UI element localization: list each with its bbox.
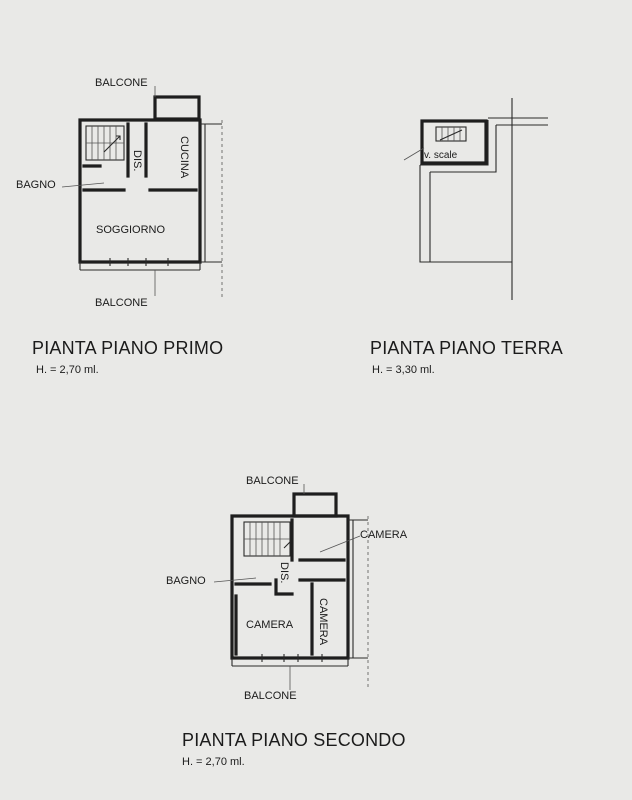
title-piano-primo: PIANTA PIANO PRIMO xyxy=(32,338,224,358)
label-balcone-top: BALCONE xyxy=(95,77,148,89)
label-soggiorno: SOGGIORNO xyxy=(96,224,166,236)
label-secondo-dis: DIS. xyxy=(278,562,290,584)
leader-camera-top xyxy=(320,536,360,552)
secondo-staircase xyxy=(244,522,290,556)
height-piano-secondo: H. = 2,70 ml. xyxy=(182,756,245,768)
height-piano-terra: H. = 3,30 ml. xyxy=(372,364,435,376)
leader-bagno xyxy=(62,183,104,187)
label-camera-top: CAMERA xyxy=(360,529,408,541)
plan-piano-primo xyxy=(16,77,222,309)
label-secondo-balcone-top: BALCONE xyxy=(246,475,299,487)
balcone-top-slab xyxy=(155,97,199,119)
height-piano-primo: H. = 2,70 ml. xyxy=(36,364,99,376)
leader-secondo-bagno xyxy=(214,578,256,582)
primo-annex-right xyxy=(200,124,222,262)
label-secondo-bagno: BAGNO xyxy=(166,575,206,587)
label-secondo-balcone-bottom: BALCONE xyxy=(244,690,297,702)
label-dis: DIS. xyxy=(131,150,143,172)
label-balcone-bottom: BALCONE xyxy=(95,297,148,309)
label-camera-right: CAMERA xyxy=(317,598,329,646)
title-piano-secondo: PIANTA PIANO SECONDO xyxy=(182,730,406,750)
terra-upper-wall xyxy=(488,118,548,125)
label-camera-left: CAMERA xyxy=(246,619,294,631)
plan-piano-terra xyxy=(404,98,548,300)
secondo-balcone-top-slab xyxy=(294,494,336,516)
secondo-wall-camera-top xyxy=(292,520,344,560)
primo-staircase xyxy=(86,126,124,160)
plan-piano-secondo xyxy=(166,475,408,702)
label-bagno: BAGNO xyxy=(16,179,56,191)
label-v-scale: v. scale xyxy=(424,150,458,161)
label-cucina: CUCINA xyxy=(178,136,190,179)
terra-outline-left xyxy=(420,165,512,262)
title-piano-terra: PIANTA PIANO TERRA xyxy=(370,338,563,358)
